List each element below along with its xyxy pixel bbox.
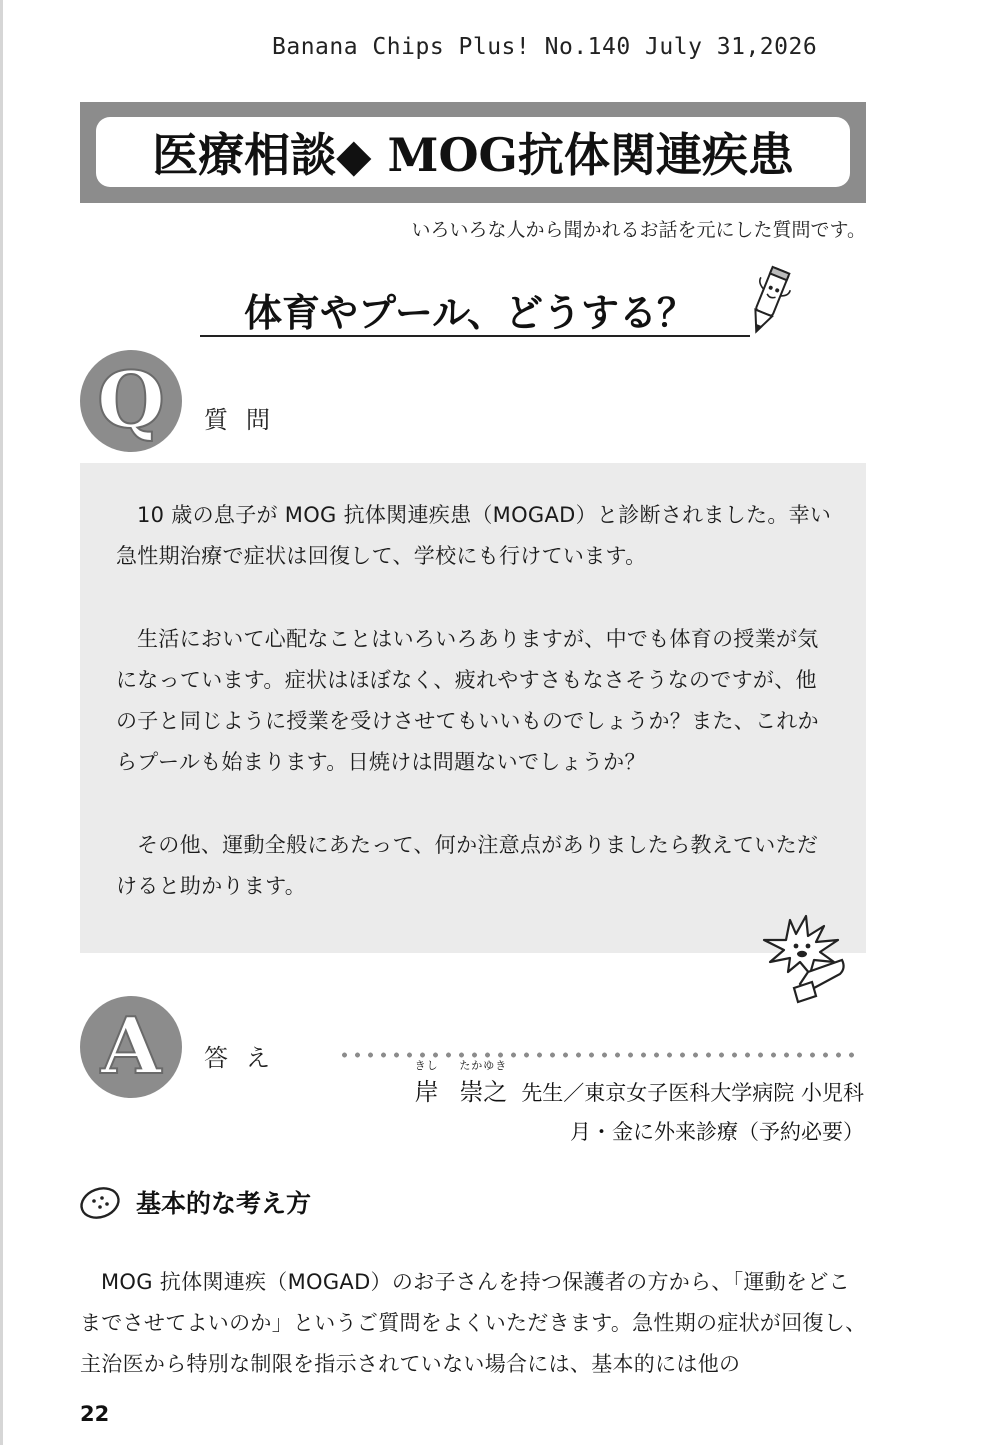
question-text [116,495,834,949]
doctor-credit [414,1059,864,1146]
answer-badge [80,996,182,1098]
question-paragraph: 10 歳の息子が MOG 抗体関連疾患（MOGAD）と診断されました。幸い急性期治療で症状は回復して、学校にも行けています。 [116,503,832,568]
title-box [96,117,850,187]
headline-underline [200,335,750,337]
section-title: 基本的な考え方 [136,1189,312,1218]
dotted-leader [338,1052,856,1058]
section-heading [78,1182,311,1222]
doctor-given-name-ruby: たかゆき [459,1059,508,1072]
doctor-family-name: きし 岸 [414,1059,439,1106]
doctor-clinic-hours: 月・金に外来診療（予約必要） [570,1120,864,1144]
question-paragraph: その他、運動全般にあたって、何か注意点がありましたら教えていただけると助かります。 [116,833,819,898]
doctor-affiliation: 先生／東京女子医科大学病院 小児科 [521,1081,864,1105]
answer-badge-letter: A [100,1001,162,1092]
doctor-given-name: たかゆき 崇之 [459,1059,508,1106]
germ-mascot-icon [754,908,850,1008]
subtitle-note: いろいろな人から聞かれるお話を元にした質問です。 [411,219,866,241]
question-label: 質問 [204,406,288,434]
body-paragraph: MOG 抗体関連疾（MOGAD）のお子さんを持つ保護者の方から、「運動をどこまでさせてよいのか」というご質問をよくいただきます。急性期の症状が回復し、主治医から特別な制限を指示されていない場合には、基本的には他の [80,1270,867,1376]
question-badge-letter: Q [97,355,165,446]
page-edge-rule [0,0,3,1445]
page-title: 医療相談◆ MOG抗体関連疾患 [152,128,794,182]
page-number: 22 [80,1402,110,1426]
answer-label: 答え [204,1044,288,1072]
question-badge [80,350,182,452]
headline: 体育やプール、どうする？ [244,290,696,335]
article-body [80,1262,870,1385]
doctor-family-name-ruby: きし [414,1059,439,1072]
question-box [80,463,866,953]
pencil-mascot-icon [738,262,800,338]
question-paragraph: 生活において心配なことはいろいろありますが、中でも体育の授業が気になっています。症状はほぼなく、疲れやすさもなさそうなのですが、他の子と同じように授業を受けさせてもいいものでしょうか？また、これからプールも始まります。日焼けは問題ないでしょうか？ [116,627,819,774]
banana-chip-icon [78,1182,122,1222]
masthead: Banana Chips Plus! No.140 July 31,2026 [272,34,818,60]
